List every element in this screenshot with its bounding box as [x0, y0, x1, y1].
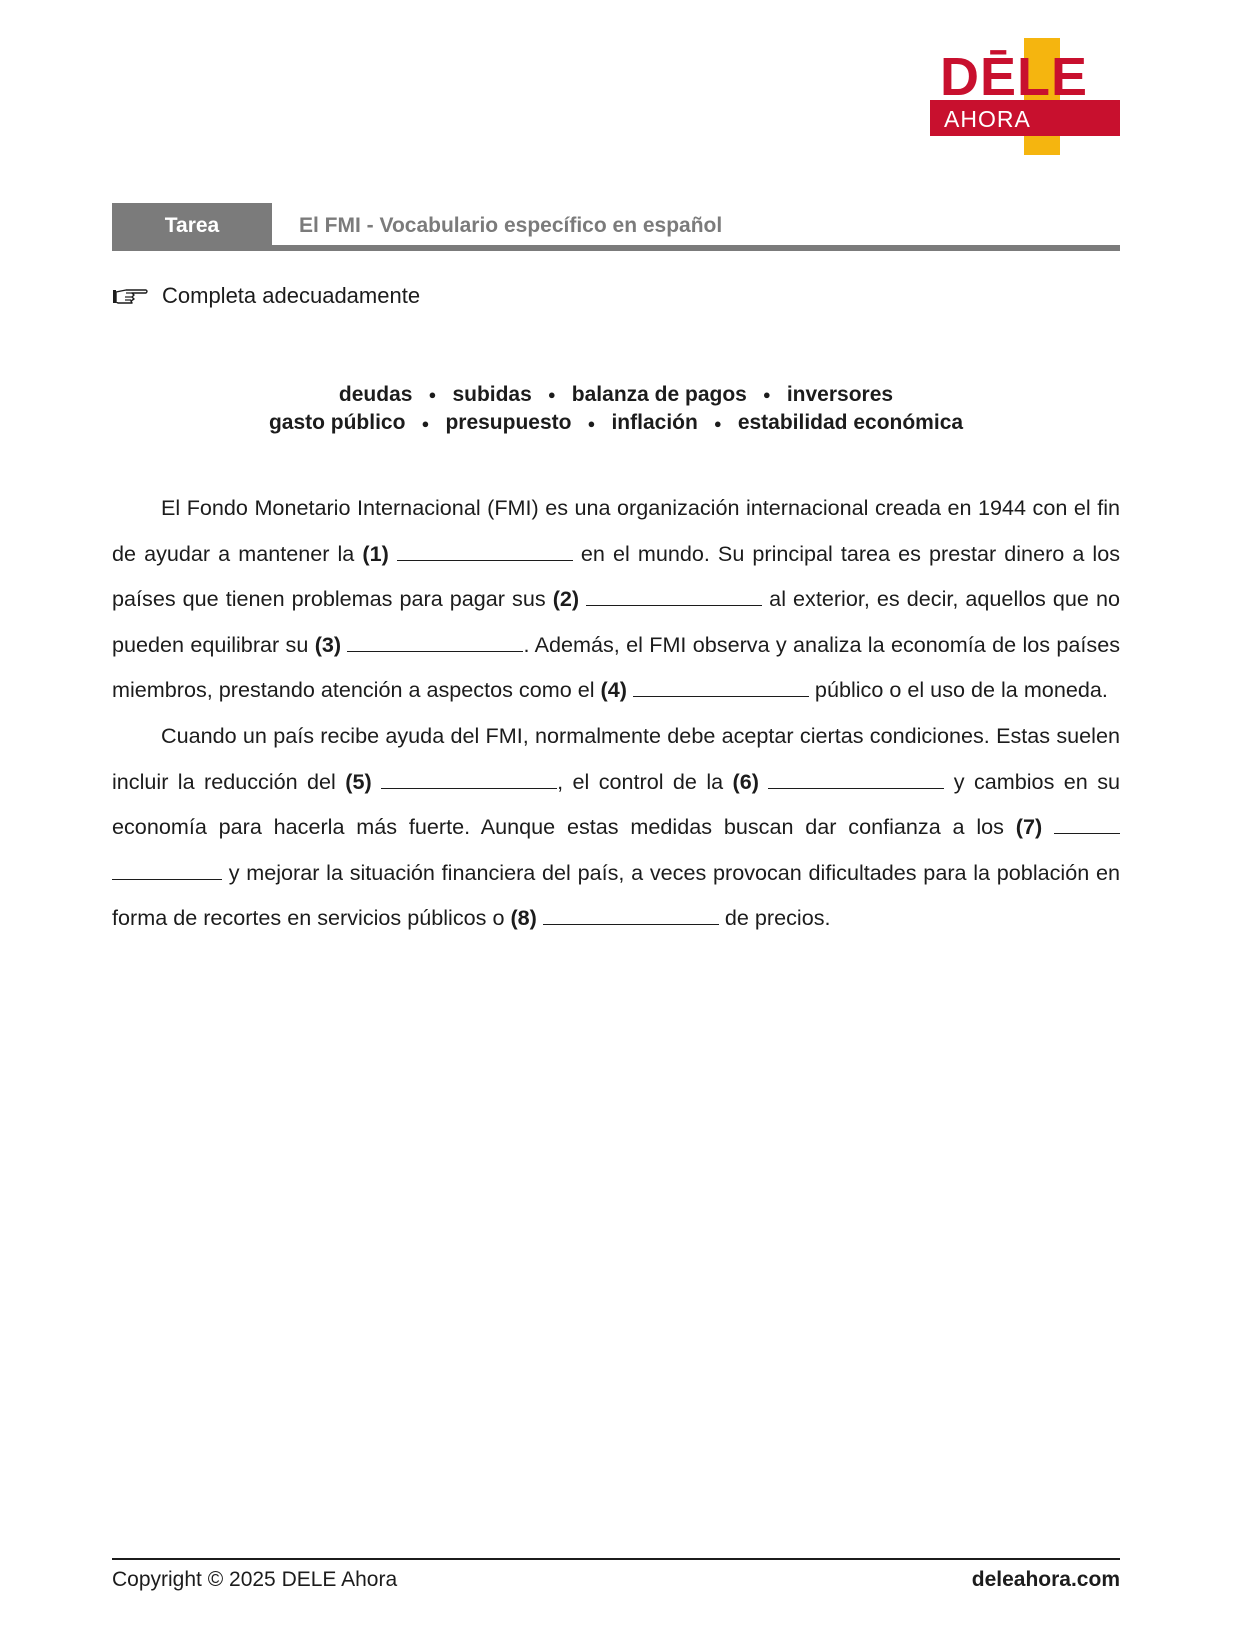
word-bank-item: balanza de pagos — [571, 383, 747, 406]
task-title: El FMI - Vocabulario específico en español — [299, 214, 723, 237]
gap-number: (2) — [552, 586, 580, 612]
bullet-separator: ● — [421, 415, 430, 431]
text-segment: en el mundo. Su principal tarea es prestar dinero a los países que tienen problemas para pagar sus — [112, 540, 1121, 612]
exercise-text — [112, 485, 1120, 941]
gap-number: (6) — [732, 768, 759, 794]
gap-blank-7-continued[interactable] — [112, 861, 222, 880]
gap-number: (5) — [345, 768, 372, 794]
logo-graphic — [930, 38, 1120, 155]
gap-blank-1[interactable] — [397, 542, 573, 561]
footer-copyright: Copyright © 2025 DELE Ahora — [112, 1568, 398, 1591]
word-bank-item: gasto público — [268, 411, 406, 435]
word-bank-item: presupuesto — [445, 411, 572, 435]
bullet-separator: ● — [713, 415, 722, 431]
word-bank-item: inflación — [611, 411, 698, 435]
word-bank-item: deudas — [338, 383, 413, 406]
word-bank-row-2 — [112, 409, 1120, 437]
gap-number: (8) — [510, 905, 537, 931]
gap-blank-4[interactable] — [633, 678, 809, 697]
text-segment: y cambios en su economía para hacerla más fuerte. Aunque estas medidas buscan dar confianza a los — [112, 768, 1120, 840]
bullet-separator: ● — [547, 387, 556, 403]
instruction — [112, 283, 420, 309]
word-bank-item: subidas — [452, 383, 532, 406]
pointing-hand-icon — [112, 285, 148, 307]
gap-blank-3[interactable] — [347, 633, 523, 652]
bullet-separator: ● — [587, 415, 596, 431]
text-segment: El Fondo Monetario Internacional (FMI) es una organización internacional creada en 1944 con el fin de ayudar a mantener la — [112, 495, 1120, 566]
gap-blank-8[interactable] — [543, 906, 719, 925]
text-segment: . Además, el FMI observa y analiza la economía de los países miembros, prestando atención a aspectos como el — [112, 631, 1121, 703]
text-segment: , el control de la — [557, 768, 733, 794]
word-bank-item: estabilidad económica — [737, 411, 964, 435]
text-segment: al exterior, es decir, aquellos que no pueden equilibrar su — [112, 586, 1120, 657]
word-bank — [112, 381, 1120, 438]
logo-title: DĒLE — [940, 47, 1089, 107]
logo — [930, 38, 1120, 155]
text-segment: de precios. — [718, 905, 831, 931]
word-bank-row-1 — [112, 381, 1120, 409]
text-segment: público o el uso de la moneda. — [808, 677, 1108, 703]
word-bank-item: inversores — [786, 383, 894, 406]
gap-blank-6[interactable] — [768, 770, 944, 789]
logo-subtitle: AHORA — [944, 106, 1031, 132]
paragraph-2 — [112, 713, 1120, 941]
gap-blank-5[interactable] — [381, 770, 557, 789]
task-header — [112, 203, 1120, 251]
bullet-separator: ● — [762, 387, 771, 403]
footer-divider — [112, 1558, 1120, 1560]
gap-number: (7) — [1015, 814, 1043, 840]
gap-number: (4) — [600, 677, 627, 703]
text-segment: y mejorar la situación financiera del país, a veces provocan dificultades para la población en forma de recortes en servicios públicos o — [112, 859, 1120, 931]
header-divider — [112, 245, 1120, 251]
gap-blank-7[interactable] — [1054, 815, 1120, 834]
task-label: Tarea — [112, 203, 272, 249]
gap-number: (1) — [362, 540, 389, 566]
gap-blank-2[interactable] — [586, 587, 762, 606]
instruction-text: Completa adecuadamente — [162, 283, 421, 308]
footer-website-link[interactable]: deleahora.com — [971, 1568, 1120, 1591]
paragraph-1 — [112, 485, 1120, 713]
bullet-separator: ● — [428, 387, 437, 403]
gap-number: (3) — [314, 631, 342, 657]
text-segment: Cuando un país recibe ayuda del FMI, normalmente debe aceptar ciertas condiciones. Estas suelen incluir la reducción del — [112, 722, 1120, 794]
